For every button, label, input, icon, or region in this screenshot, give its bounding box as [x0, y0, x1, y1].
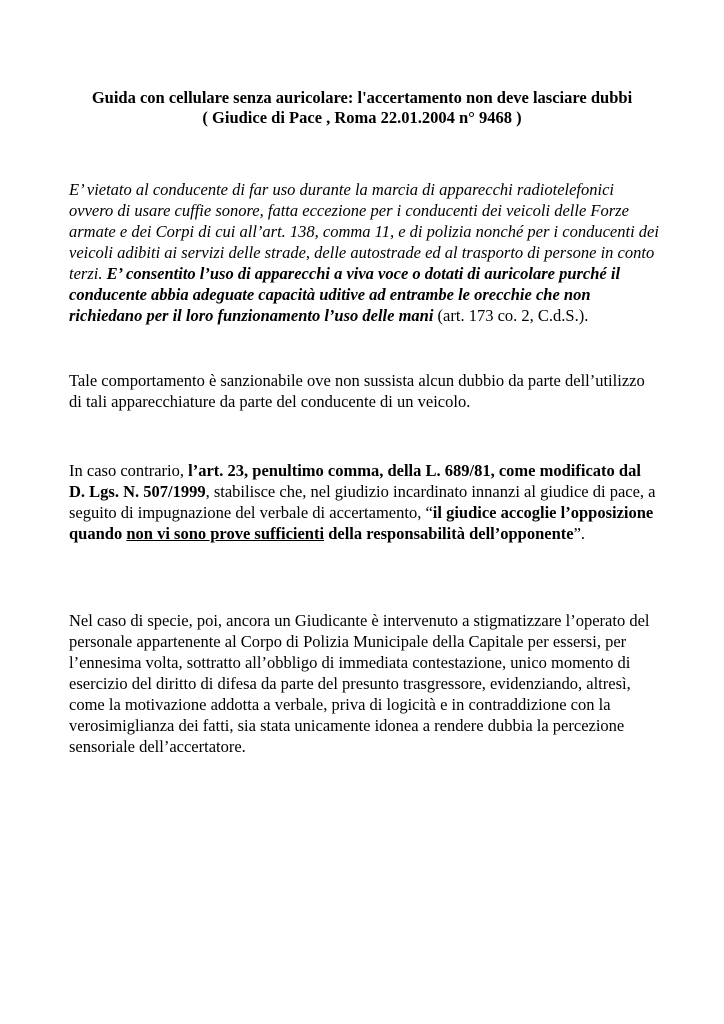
law-quote-end: della responsabilità dell’opponente [324, 524, 574, 543]
rule-exception-text: E’ consentito l’uso di apparecchi a viva voce o dotati di auricolare purché il conducente abbia adeguate capacità uditive ad entrambe le orecchie che non richiedano per il loro funzionamento l’uso delle mani [69, 264, 621, 325]
rule-citation: (art. 173 co. 2, C.d.S.). [437, 306, 589, 325]
law-closing: ”. [573, 524, 586, 543]
law-reference: l’art. 23, penultimo comma, della L. 689/81, come modificato dal D. Lgs. N. 507/1999 [69, 461, 641, 501]
law-middle: , stabilisce che, nel giudizio incardinato innanzi al giudice di pace, a seguito di impugnazione del verbale di accertamento, “ [69, 482, 656, 522]
document-subtitle: ( Giudice di Pace , Roma 22.01.2004 n° 9468 ) [202, 108, 522, 127]
rule-text: E’ vietato al conducente di far uso durante la marcia di apparecchi radiotelefonici ovvero di usare cuffie sonore, fatta eccezione per i conducenti dei veicoli delle Forze armate e dei Corpi di cui all’art. 138, comma 11, e di polizia nonché per i conducenti dei veicoli adibiti ai servizi delle strade, delle autostrade ed al trasporto di persone in conto terzi. [69, 180, 659, 283]
paragraph-rule [69, 179, 661, 326]
paragraph-sanction: Tale comportamento è sanzionabile ove non sussista alcun dubbio da parte dell’utilizzo di tali apparecchiature da parte del conducente di un veicolo. [69, 371, 645, 411]
paragraph-law-reference [69, 460, 661, 544]
document-title: Guida con cellulare senza auricolare: l'accertamento non deve lasciare dubbi [91, 88, 633, 107]
paragraph-case: Nel caso di specie, poi, ancora un Giudicante è intervenuto a stigmatizzare l’operato del personale appartenente al Corpo di Polizia Municipale della Capitale per essersi, per l’ennesima volta, sottratto all’obbligo di immediata contestazione, unico momento di esercizio del diritto di difesa da parte del presunto trasgressore, evidenziando, altresì, come la motivazione addotta a verbale, priva di logicità e in contraddizione con la verosimiglianza dei fatti, sia stata unicamente idonea a rendere dubbia la percezione sensoriale dell’accertatore. [69, 611, 650, 756]
law-quote-underlined: non vi sono prove sufficienti [126, 524, 325, 543]
law-intro: In caso contrario, [69, 461, 189, 480]
law-quote-start: il giudice accoglie l’opposizione quando [69, 503, 654, 543]
